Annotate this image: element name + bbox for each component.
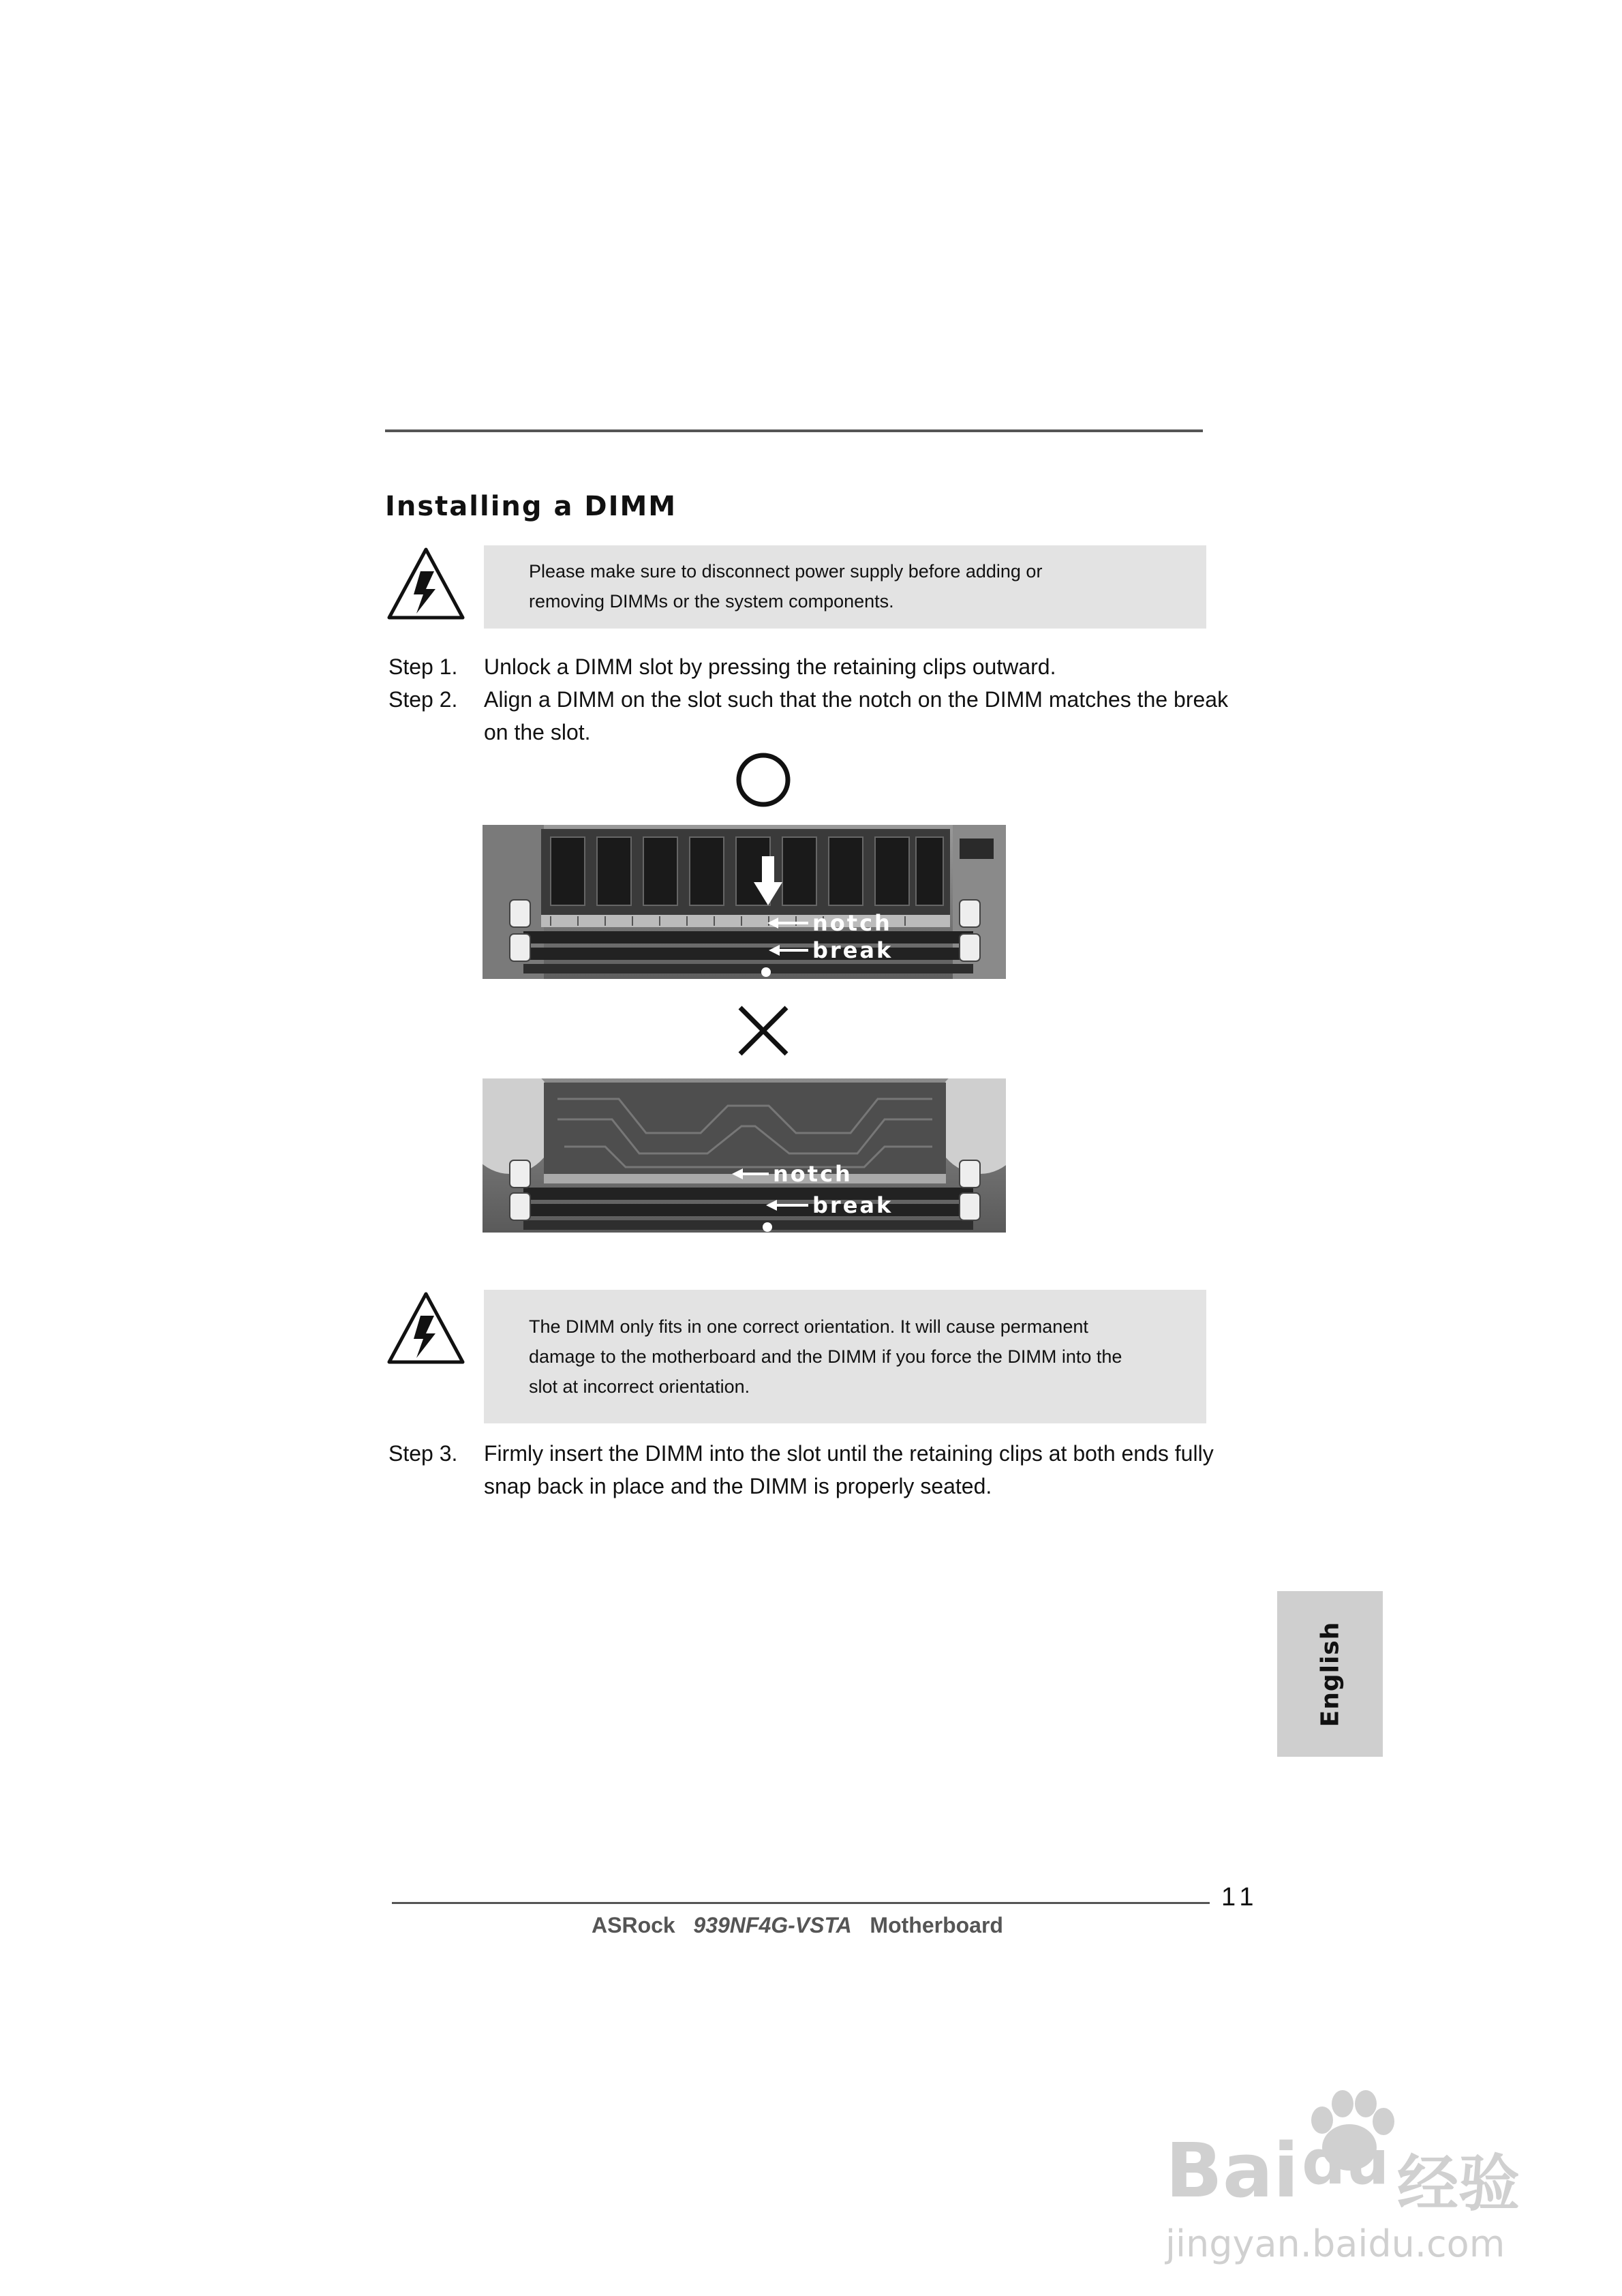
dimm-correct-photo <box>483 825 1006 979</box>
warning-note-power <box>484 545 1206 629</box>
notch-label: notch <box>812 910 892 936</box>
step-text: snap back in place and the DIMM is properly seated. <box>484 1474 992 1498</box>
section-title: Installing a DIMM <box>385 491 677 522</box>
warning-triangle-icon <box>385 545 467 626</box>
watermark-brand: Bai <box>1165 2127 1299 2214</box>
step-text: Align a DIMM on the slot such that the notch on the DIMM matches the break <box>484 687 1229 712</box>
note-line: slot at incorrect orientation. <box>529 1376 750 1397</box>
watermark-brand-du: du <box>1302 2127 1390 2199</box>
step-number: Step 3. <box>388 1441 458 1466</box>
note-line: damage to the motherboard and the DIMM if you force the DIMM into the <box>529 1346 1122 1367</box>
warning-note-orientation <box>484 1290 1206 1423</box>
note-line: Please make sure to disconnect power supply before adding or <box>529 561 1043 581</box>
footer-text <box>385 1913 1210 1938</box>
step-number: Step 2. <box>388 687 458 712</box>
language-tab <box>1277 1591 1383 1757</box>
cross-icon <box>736 1003 791 1058</box>
step-text: on the slot. <box>484 720 591 744</box>
break-label: break <box>812 1192 893 1218</box>
step-text: Unlock a DIMM slot by pressing the retaining clips outward. <box>484 654 1056 679</box>
page-number: 11 <box>1221 1883 1259 1912</box>
break-label: break <box>812 937 893 963</box>
circle-icon <box>735 751 792 809</box>
language-tab-label: English <box>1316 1621 1344 1727</box>
footer-product: Motherboard <box>870 1913 1003 1937</box>
header-rule <box>385 429 1203 432</box>
warning-triangle-icon <box>385 1290 467 1370</box>
note-line: removing DIMMs or the system components. <box>529 591 894 611</box>
step-number: Step 1. <box>388 654 458 679</box>
notch-label: notch <box>773 1161 853 1187</box>
footer-brand: ASRock <box>592 1913 675 1937</box>
baidu-watermark <box>1159 2079 1540 2270</box>
dimm-incorrect-photo <box>483 1078 1006 1233</box>
footer-model: 939NF4G-VSTA <box>693 1913 852 1937</box>
footer-rule <box>392 1902 1210 1904</box>
note-line: The DIMM only fits in one correct orientation. It will cause permanent <box>529 1316 1088 1337</box>
watermark-cn: 经验 <box>1397 2148 1520 2220</box>
watermark-url: jingyan.baidu.com <box>1165 2222 1505 2265</box>
step-text: Firmly insert the DIMM into the slot until the retaining clips at both ends fully <box>484 1441 1214 1466</box>
